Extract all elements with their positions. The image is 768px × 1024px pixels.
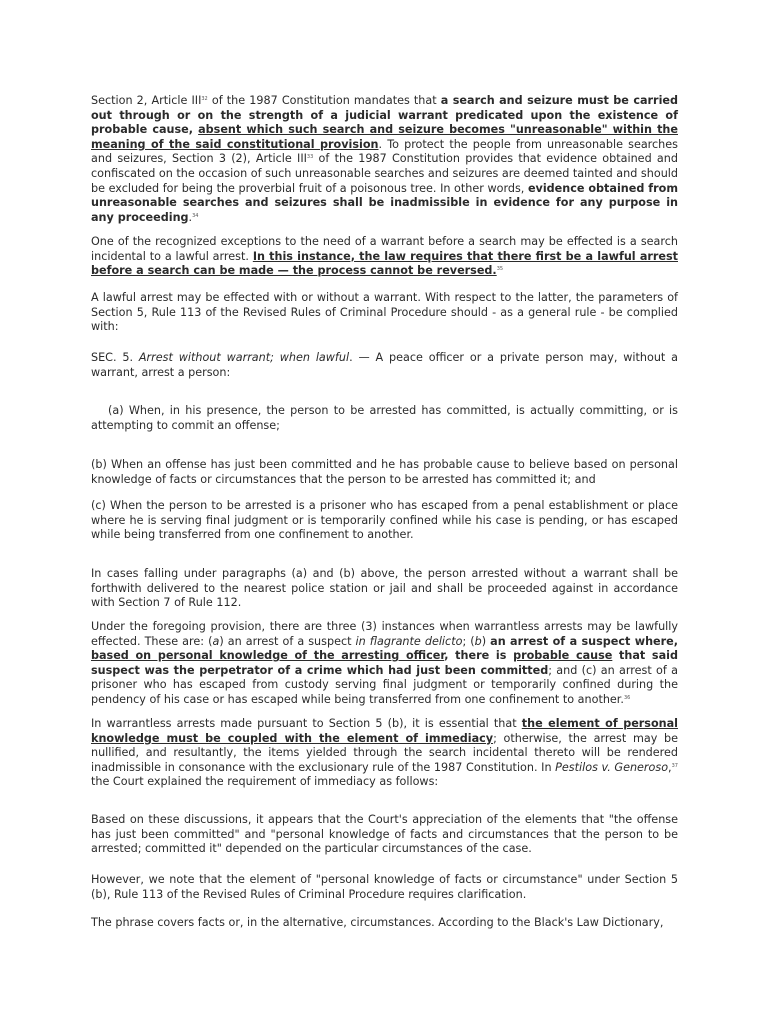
text-run: of the 1987 Constitution mandates that — [207, 94, 441, 107]
italic-text: Arrest without warrant; when lawful — [138, 351, 350, 364]
footnote-marker: 36 — [623, 694, 631, 701]
paragraph-10 — [91, 717, 678, 790]
bold-underlined-text: absent which such search and seizure becomes "unreasonable" within the meaning of the said constitutional provision — [91, 123, 678, 151]
bold-text: evidence obtained from unreasonable searches and seizures shall be inadmissible in evidence for any purpose in any proceeding — [91, 181, 679, 224]
text-run: . — A peace officer or a private person may, without a warrant, arrest a person: — [91, 351, 678, 379]
text-run: One of the recognized exceptions to the need of a warrant before a search may be effected is a search incidental to a lawful arrest. — [91, 235, 678, 263]
text-run: In warrantless arrests made pursuant to Section 5 (b), it is essential that — [91, 717, 522, 730]
bold-text: that said suspect was the perpetrator of a crime which had just been committed — [91, 649, 678, 677]
bold-text: a search and seizure must be carried out through or on the strength of a judicial warrant predicated upon the existence of probable cause, — [91, 94, 678, 137]
text-run: , — [668, 760, 672, 774]
text-run: ) — [481, 634, 491, 648]
paragraph-9 — [91, 620, 678, 708]
bold-underlined-text: probable cause — [513, 649, 613, 663]
text-run: the Court explained the requirement of immediacy as follows: — [91, 775, 439, 789]
text-run: . — [188, 210, 193, 224]
paragraph-8: In cases falling under paragraphs (a) and (b) above, the person arrested without a warrant shall be forthwith delivered to the nearest police station or jail and shall be proceeded against in accordance with Section 7 of Rule 112. — [91, 567, 678, 610]
text-run: of the 1987 Constitution provides that evidence obtained and confiscated on the occasion of such unreasonable searches and seizures are deemed tainted and should be excluded for being the proverbial fruit of a poisonous tree. In other words, — [91, 152, 678, 195]
bold-underlined-text: the element of personal knowledge must be coupled with the element of immediacy — [91, 717, 679, 745]
paragraph-4 — [91, 351, 678, 380]
footnote-marker: 32 — [201, 96, 208, 102]
italic-text: a — [212, 634, 220, 648]
footnote-marker: 33 — [306, 154, 314, 161]
footnote-marker: 35 — [496, 266, 504, 273]
footnote-marker: 34 — [192, 212, 199, 219]
paragraph-13: The phrase covers facts or, in the alternative, circumstances. According to the Black's Law Dictionary, — [91, 916, 664, 929]
text-run: Under the foregoing provision, there are three (3) instances when warrantless arrests may be lawfully effected. These are: ( — [91, 620, 678, 648]
paragraph-6: (b) When an offense has just been committed and he has probable cause to believe based on personal knowledge of facts or circumstances that the person to be arrested has committed it; and — [91, 458, 678, 486]
bold-text: an arrest of a suspect where, — [490, 634, 678, 648]
text-run: . To protect the people from unreasonable searches and seizures, Section 3 (2), Article III — [91, 137, 678, 166]
paragraph-12: However, we note that the element of "personal knowledge of facts or circumstance" under Section 5 (b), Rule 113 of the Revised Rules of Criminal Procedure requires clarification. — [91, 873, 678, 901]
bold-underlined-text: based on personal knowledge of the arresting officer — [91, 649, 445, 663]
text-run: ; ( — [462, 634, 475, 648]
italic-text: Pestilos v. Generoso — [555, 760, 669, 774]
paragraph-7: (c) When the person to be arrested is a prisoner who has escaped from a penal establishment or place where he is serving final judgment or is temporarily confined while his case is pending, or has escaped while being transferred from one confinement to another. — [91, 499, 678, 542]
paragraph-1 — [91, 94, 678, 225]
paragraph-3: A lawful arrest may be effected with or without a warrant. With respect to the latter, the parameters of Section 5, Rule 113 of the Revised Rules of Criminal Procedure should - as a general rule - be complied with: — [91, 291, 678, 334]
paragraph-5: (a) When, in his presence, the person to be arrested has committed, is actually committing, or is attempting to commit an offense; — [91, 404, 678, 432]
bold-underlined-text: In this instance, the law requires that there first be a lawful arrest before a search can be made — the process cannot be reversed. — [91, 249, 678, 278]
text-run: ; otherwise, the arrest may be nullified, and resultantly, the items yielded through the search incidental thereto will be rendered inadmissible in consonance with the exclusionary rule of the 1987 Constitution. In — [91, 731, 678, 774]
italic-text: in flagrante delicto — [355, 634, 463, 648]
paragraph-2 — [91, 235, 678, 279]
footnote-marker: 37 — [671, 762, 678, 769]
italic-text: b — [474, 634, 482, 648]
text-run: SEC. 5. — [91, 351, 139, 364]
text-run: ; and (c) an arrest of a prisoner who has escaped from custody serving final judgment or temporarily confined during the pendency of his case or has escaped while being transferred from one confinement to another. — [91, 663, 678, 706]
text-run: ) an arrest of a suspect — [219, 634, 356, 648]
text-run: Section 2, Article III — [91, 94, 202, 107]
paragraph-11: Based on these discussions, it appears that the Court's appreciation of the elements that "the offense has just been committed" and "personal knowledge of facts and circumstances that the person to be arrested; committed it" depended on the particular circumstances of the case. — [91, 813, 678, 856]
bold-text: , there is — [444, 649, 514, 663]
